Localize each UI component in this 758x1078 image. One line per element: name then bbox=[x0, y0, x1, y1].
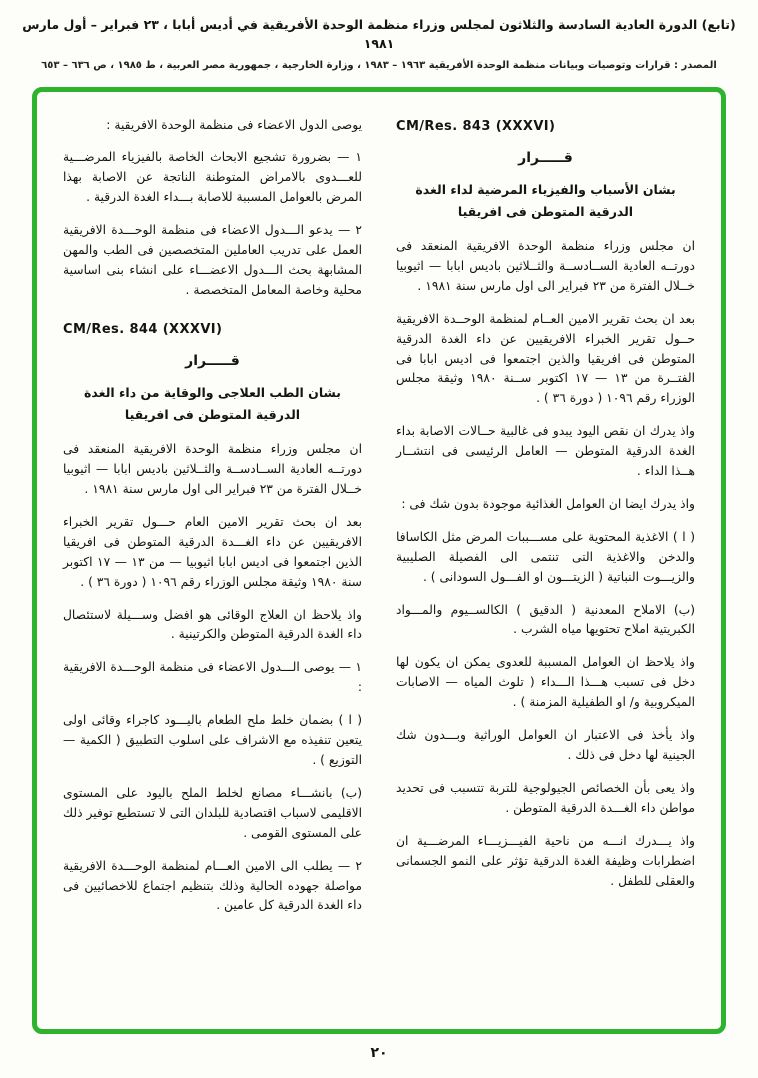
document-header bbox=[18, 16, 740, 73]
paragraph: واذ يدرك ايضا ان العوامل الغذائية موجودة بدون شك فى : bbox=[401, 496, 695, 511]
column-right-res843 bbox=[396, 116, 695, 1005]
paragraph: ٢ — يدعو الـــدول الاعضاء فى منظمة الوحـــدة الافريقية العمل على تدريب العاملين المتخصصين فى الطب والمهن المشابهة بحث الـــدول الاعضـــاء على انشاء بنى اساسية محلية وخاصة المعامل المتخصصة . bbox=[63, 223, 362, 297]
paragraph: بعد ان بحث تقرير الامين العــام لمنظمة الوحــدة الافريقية حــول تقرير الخبراء الافريقيين عن داء الغدة الدرقية المتوطن فى افريقيا والذين اجتمعوا فى اديس ابابا فى الفتــرة من ١٣ — ١٧ اكتوبر ســنة ١٩٨٠ وثيقة مجلس الوزراء رقم ١٠٩٦ ( دورة ٣٦ ) . bbox=[396, 311, 695, 406]
resolution-heading-843: قـــــرار bbox=[518, 149, 573, 166]
paragraph: واذ يأخذ فى الاعتبار ان العوامل الوراثية وبـــدون شك الجينية لها دخل فى ذلك . bbox=[396, 728, 695, 762]
paragraph: واذ يدرك ان نقص اليود يبدو فى غالبية حــالات الاصابة بداء الغدة الدرقية المتوطن — العامل الرئيسى فى انتشــار هــذا الداء . bbox=[396, 424, 695, 479]
green-border-box bbox=[32, 87, 726, 1034]
paragraph: واذ يعى بأن الخصائص الجيولوجية للتربة تتسبب فى تحديد مواطن داء الغـــدة الدرقية المتوطن . bbox=[396, 780, 695, 815]
paragraph: (ب) الاملاح المعدنية ( الدقيق ) الكالســيوم والمـــواد الكبريتية املاح تحتويها مياه الشرب . bbox=[396, 602, 695, 637]
paragraph: (ب) بانشـــاء مصانع لخلط الملح باليود على المستوى الاقليمى لاسباب اقتصادية للبلدان التى لا تستطيع توفير ذلك على المستوى القومى . bbox=[63, 785, 362, 840]
paragraph: واذ يلاحظ ان العلاج الوقائى هو افضل وســـيلة لاستئصال داء الغدة الدرقية المتوطن والكرتينية . bbox=[63, 607, 362, 642]
paragraph: ١ — بضرورة تشجيع الابحاث الخاصة بالفيزياء المرضـــية للعـــدوى بالامراض المتوطنة الناتجة عن الاصابة بهذا المرض بالعوامل المسببة للاصابة بـــداء الغدة الدرقية . bbox=[63, 150, 362, 205]
resolution-ref-843: CM/Res. 843 (XXXVI) bbox=[396, 118, 556, 134]
paragraph: يوصى الدول الاعضاء فى منظمة الوحدة الافريقية : bbox=[106, 117, 362, 132]
paragraph: ١ — يوصى الـــدول الاعضاء فى منظمة الوحـــدة الافريقية : bbox=[63, 660, 362, 695]
resolution-844-block bbox=[63, 319, 362, 917]
document-footer bbox=[18, 1042, 740, 1061]
paragraph: واذ يـــدرك انـــه من ناحية الفيـــزيـــاء المرضـــية ان اضطرابات وظيفة الغدة الدرقية تؤثر على النمو الجسمانى والعقلى للطفل . bbox=[396, 833, 695, 888]
paragraph: ٢ — يطلب الى الامين العـــام لمنظمة الوحـــدة الافريقية مواصلة جهوده الحالية وذلك بتنظيم اجتماع للاخصائيين فى داء الغدة الدرقية كل عامين . bbox=[63, 858, 362, 913]
resolution-ref-844: CM/Res. 844 (XXXVI) bbox=[63, 321, 223, 337]
column-left-res844 bbox=[63, 116, 362, 1005]
two-column-layout bbox=[63, 116, 695, 1005]
paragraph: واذ يلاحظ ان العوامل المسببة للعدوى يمكن ان يكون لها دخل فى تسبب هـــذا الـــداء ( تلوث المياه — الاصابات الميكروبية و/ او الطفيلية المزمنة ) . bbox=[396, 655, 695, 710]
resolution-subtitle-844: بشان الطب العلاجى والوقاية من داء الغدة الدرقية المتوطن فى افريقيا bbox=[84, 385, 341, 423]
resolution-heading-844: قـــــرار bbox=[185, 352, 240, 369]
page-number: ٢٠ bbox=[370, 1044, 388, 1061]
paragraph: بعد ان بحث تقرير الامين العام حـــول تقرير الخبراء الافريقيين عن داء الغـــدة الدرقية المتوطن فى افريقيا الذين اجتمعوا فى اديس ابابا اثيوبيا — من ١٣ — ١٧ اكتوبر سنة ١٩٨٠ وثيقة مجلس الوزراء رقم ١٠٩٦ ( دورة ٣٦ ) . bbox=[63, 514, 362, 589]
paragraph: ان مجلس وزراء منظمة الوحدة الافريقية المنعقد فى دورتــه العادية الســادســة والثــلاثين باديس ابابا — اثيوبيا خــلال الفترة من ٢٣ فبراير الى اول مارس سنة ١٩٨١ . bbox=[63, 442, 362, 497]
paragraph: ( ا ) الاغذية المحتوية على مســـببات المرض مثل الكاسافا والدخن والاغذية التى تنتمى الى الفصيلة الصليبية والزيـــوت النباتية ( الزيتـــون او الفـــول السودانى ) . bbox=[396, 529, 695, 584]
paragraph: ( ا ) بضمان خلط ملح الطعام باليـــود كاجراء وقائى اولى يتعين تنفيذه مع الاشراف على اسلوب التطبيق ( الكمية — التوزيع ) . bbox=[63, 713, 362, 767]
paragraph: ان مجلس وزراء منظمة الوحدة الافريقية المنعقد فى دورتــه العادية الســادســة والثــلاثين باديس ابابا — اثيوبيا خــلال الفترة من ٢٣ فبراير الى اول مارس سنة ١٩٨١ . bbox=[396, 238, 695, 293]
header-session-line: (تابع) الدورة العادية السادسة والثلاثون لمجلس وزراء منظمة الوحدة الأفريقية في أديس أبابا ، ٢٣ فبراير – أول مارس ١٩٨١ bbox=[22, 17, 736, 51]
resolution-subtitle-843: بشان الأسباب والفيزياء المرضية لداء الغدة الدرقية المتوطن فى افريقيا bbox=[415, 182, 676, 220]
header-source-line: المصدر : قرارات وتوصيات وبيانات منظمة الوحدة الأفريقية ١٩٦٣ – ١٩٨٣ ، وزارة الخارجية ، جمهورية مصر العربية ، ط ١٩٨٥ ، ص ٦٣٦ – ٦٥٣ bbox=[41, 59, 717, 71]
